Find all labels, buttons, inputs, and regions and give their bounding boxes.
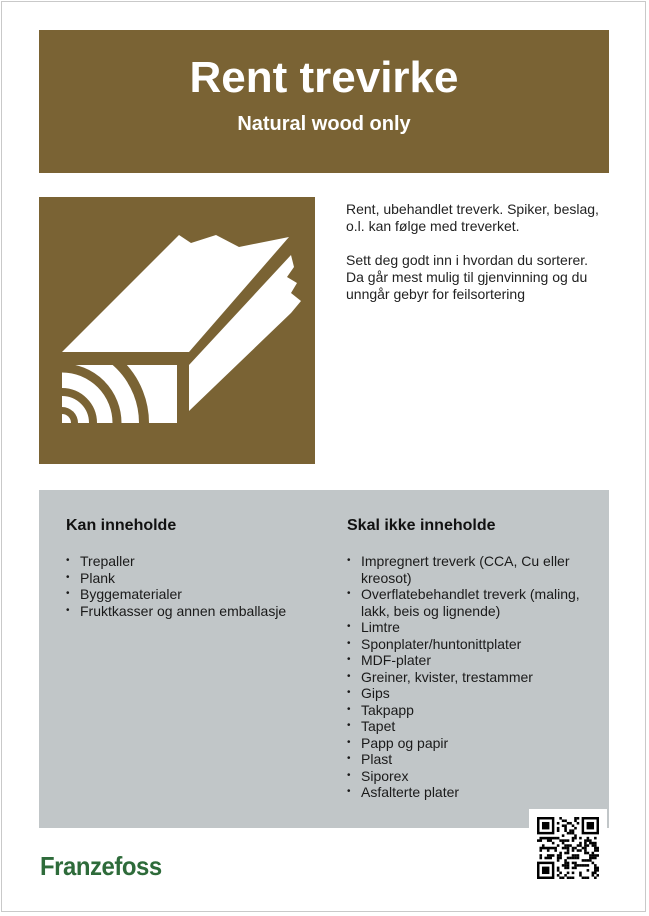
must-not-contain-heading: Skal ikke inneholde: [347, 517, 496, 534]
list-item: • Tapet: [347, 718, 597, 735]
can-contain-heading: Kan inneholde: [66, 517, 177, 534]
list-item: • Greiner, kvister, trestammer: [347, 669, 597, 686]
page-subtitle: Natural wood only: [237, 113, 411, 135]
page-title: Rent trevirke: [189, 53, 459, 102]
list-item: • MDF-plater: [347, 652, 597, 669]
franzefoss-logo: Franzefoss: [40, 851, 162, 881]
can-contain-list: [66, 553, 326, 619]
list-item: • Asfalterte plater: [347, 784, 597, 801]
list-item: • Gips: [347, 685, 597, 702]
list-item: • Plast: [347, 751, 597, 768]
list-item: • Limtre: [347, 619, 597, 636]
list-item: • Papp og papir: [347, 735, 597, 752]
list-item: • Impregnert treverk (CCA, Cu eller kreosot): [347, 553, 597, 586]
list-item: • Trepaller: [66, 553, 326, 570]
list-item: • Takpapp: [347, 702, 597, 719]
wood-plank-icon: [39, 197, 315, 464]
description-paragraph-1: Rent, ubehandlet treverk. Spiker, beslag, o.l. kan følge med treverket.: [346, 201, 599, 234]
sorting-panel: [39, 490, 609, 828]
must-not-contain-column: [347, 516, 597, 801]
list-item: • Overflatebehandlet treverk (maling, lakk, beis og lignende): [347, 586, 597, 619]
must-not-contain-list: [347, 553, 597, 801]
list-item: • Plank: [66, 570, 326, 587]
list-item: • Byggematerialer: [66, 586, 326, 603]
description-paragraph-2: Sett deg godt inn i hvordan du sorterer. Da går mest mulig til gjenvinning og du unngår gebyr for feilsortering: [346, 252, 589, 302]
qr-code[interactable]: [529, 809, 607, 887]
description: [346, 201, 608, 320]
header-banner: [39, 30, 609, 173]
list-item: • Fruktkasser og annen emballasje: [66, 603, 326, 620]
list-item: • Siporex: [347, 768, 597, 785]
list-item: • Sponplater/huntonittplater: [347, 636, 597, 653]
can-contain-column: [66, 516, 326, 619]
